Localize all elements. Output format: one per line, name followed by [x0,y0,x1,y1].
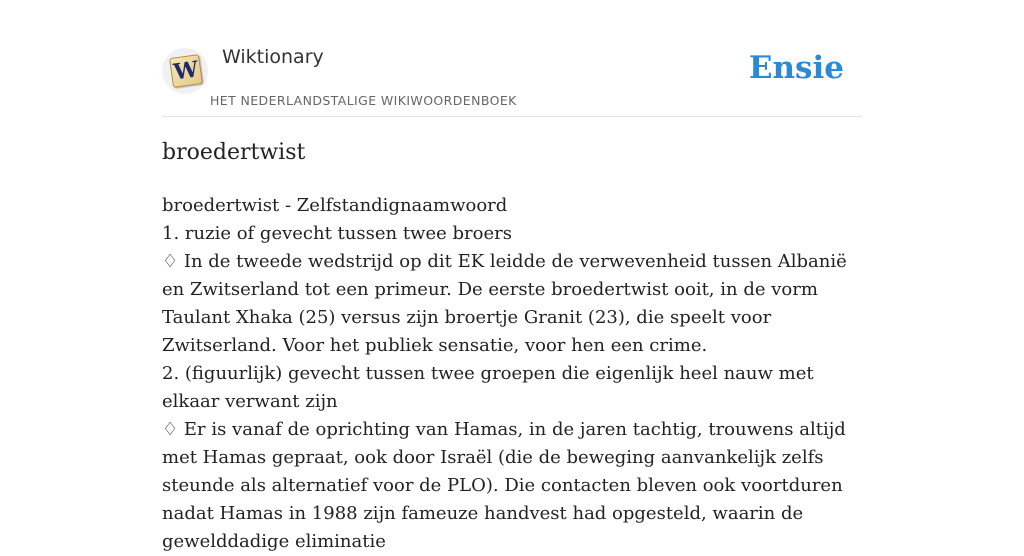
wiktionary-logo[interactable] [162,48,208,94]
site-header [162,0,862,117]
definition-2: 2. (figuurlijk) gevecht tussen twee groepen die eigenlijk heel nauw met elkaar verwant zijn [162,363,814,412]
site-name[interactable]: Wiktionary [222,46,324,68]
ensie-brand-link[interactable]: Ensie [748,50,844,86]
example-2: ♢ Er is vanaf de oprichting van Hamas, in de jaren tachtig, trouwens altijd met Hamas gepraat, ook door Israël (die de beweging aanvankelijk zelfs steunde als alternatief voor de PLO). Die contacten bleven ook voortduren nadat Hamas in 1988 zijn fameuze handvest had opgesteld, waarin de gewelddadige eliminatie [162,419,846,552]
example-1: ♢ In de tweede wedstrijd op dit EK leidde de verwevenheid tussen Albanië en Zwitserland tot een primeur. De eerste broedertwist ooit, in de vorm Taulant Xhaka (25) versus zijn broertje Granit (23), die speelt voor Zwitserland. Voor het publiek sensatie, voor hen een crime. [162,251,847,356]
wiktionary-logo-icon: W [169,54,203,88]
definition-1: 1. ruzie of gevecht tussen twee broers [162,223,512,244]
entry-content [162,192,862,556]
word-class-line: broedertwist - Zelfstandignaamwoord [162,195,508,216]
page-title: broedertwist [162,140,306,165]
site-tagline: HET NEDERLANDSTALIGE WIKIWOORDENBOEK [210,93,517,108]
